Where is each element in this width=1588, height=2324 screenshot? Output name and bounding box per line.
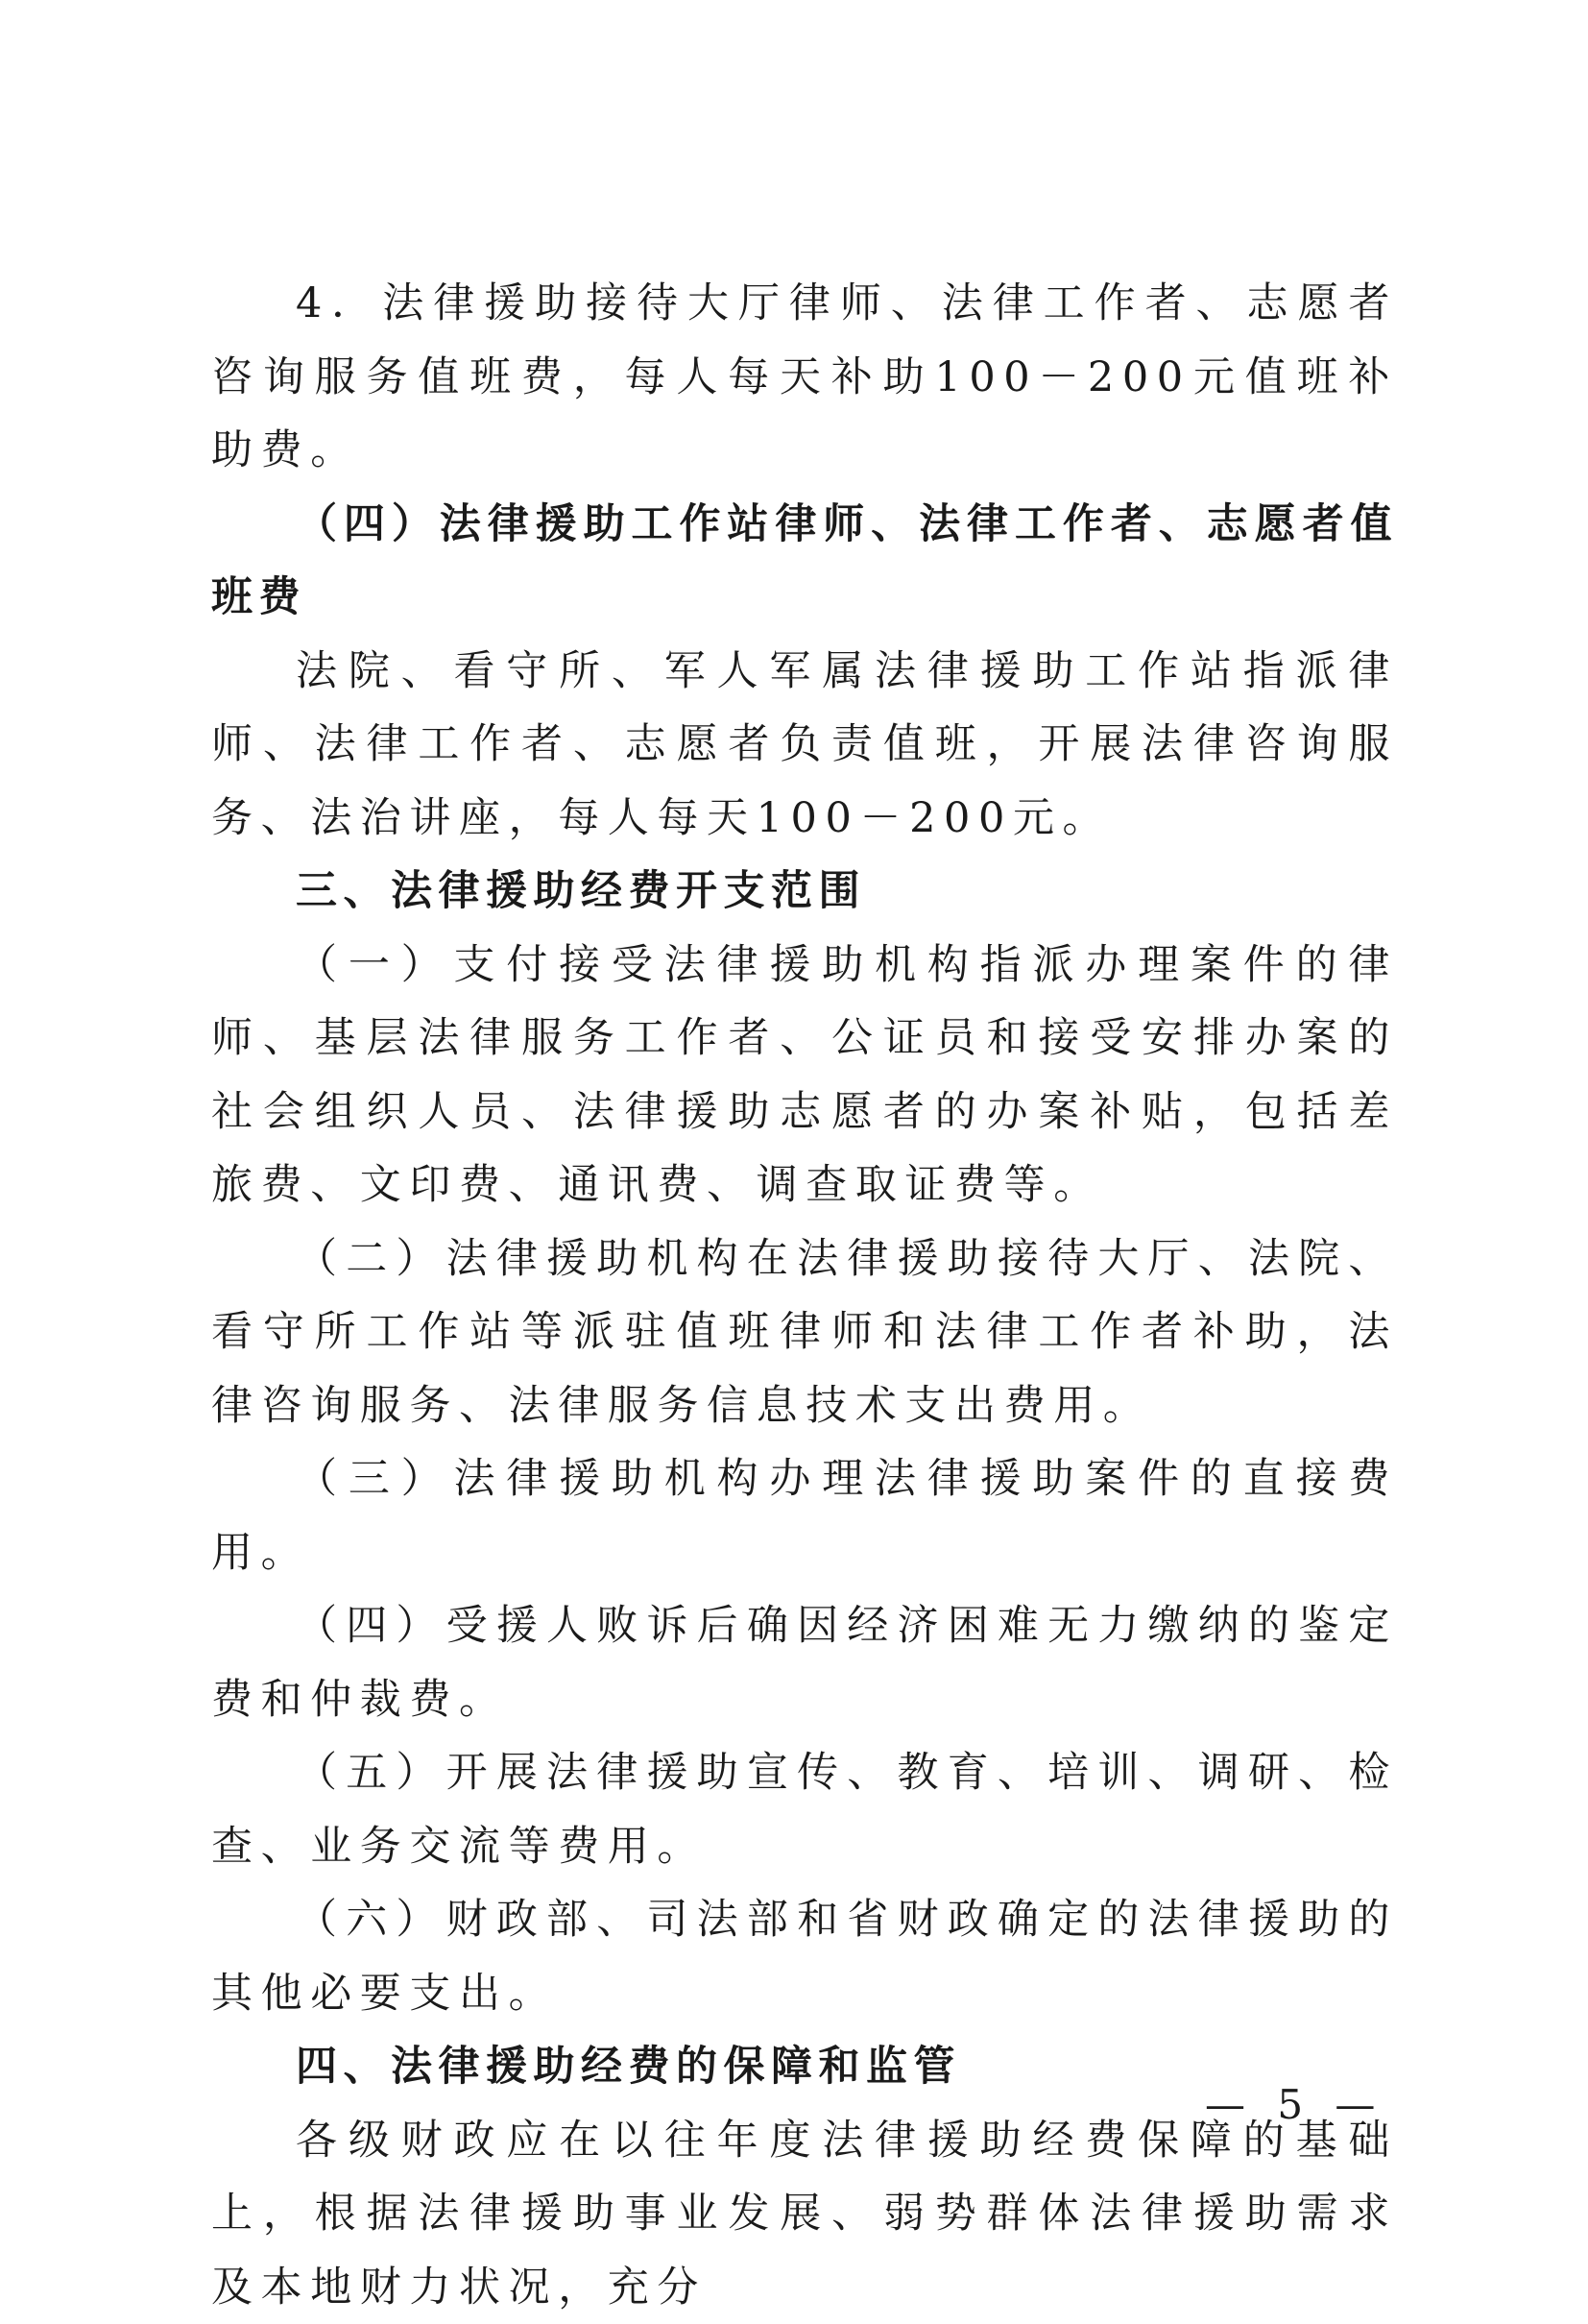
page-number: — 5 — (1205, 2080, 1384, 2130)
paragraph-scope-item-1: （一）支付接受法律援助机构指派办理案件的律师、基层法律服务工作者、公证员和接受安排办案的社会组织人员、法律援助志愿者的办案补贴，包括差旅费、文印费、通讯费、调查取证费等。 (211, 929, 1398, 1223)
paragraph-item-4: 4．法律援助接待大厅律师、法律工作者、志愿者咨询服务值班费，每人每天补助100－200元值班补助费。 (211, 267, 1398, 488)
subheading-duty-fee: （四）法律援助工作站律师、法律工作者、志愿者值班费 (211, 488, 1398, 635)
paragraph-scope-item-4: （四）受援人败诉后确因经济困难无力缴纳的鉴定费和仲裁费。 (211, 1589, 1398, 1736)
section-heading-expenditure-scope: 三、法律援助经费开支范围 (211, 855, 1398, 929)
paragraph-duty-fee-body: 法院、看守所、军人军属法律援助工作站指派律师、法律工作者、志愿者负责值班，开展法律咨询服务、法治讲座，每人每天100－200元。 (211, 635, 1398, 856)
document-body (211, 267, 1398, 2324)
paragraph-guarantee-body: 各级财政应在以往年度法律援助经费保障的基础上，根据法律援助事业发展、弱势群体法律援助需求及本地财力状况，充分 (211, 2104, 1398, 2324)
paragraph-scope-item-6: （六）财政部、司法部和省财政确定的法律援助的其他必要支出。 (211, 1883, 1398, 2030)
paragraph-scope-item-2: （二）法律援助机构在法律援助接待大厅、法院、看守所工作站等派驻值班律师和法律工作者补助，法律咨询服务、法律服务信息技术支出费用。 (211, 1223, 1398, 1443)
paragraph-scope-item-3: （三）法律援助机构办理法律援助案件的直接费用。 (211, 1442, 1398, 1589)
section-heading-guarantee-supervision: 四、法律援助经费的保障和监管 (211, 2030, 1398, 2104)
paragraph-scope-item-5: （五）开展法律援助宣传、教育、培训、调研、检查、业务交流等费用。 (211, 1736, 1398, 1883)
